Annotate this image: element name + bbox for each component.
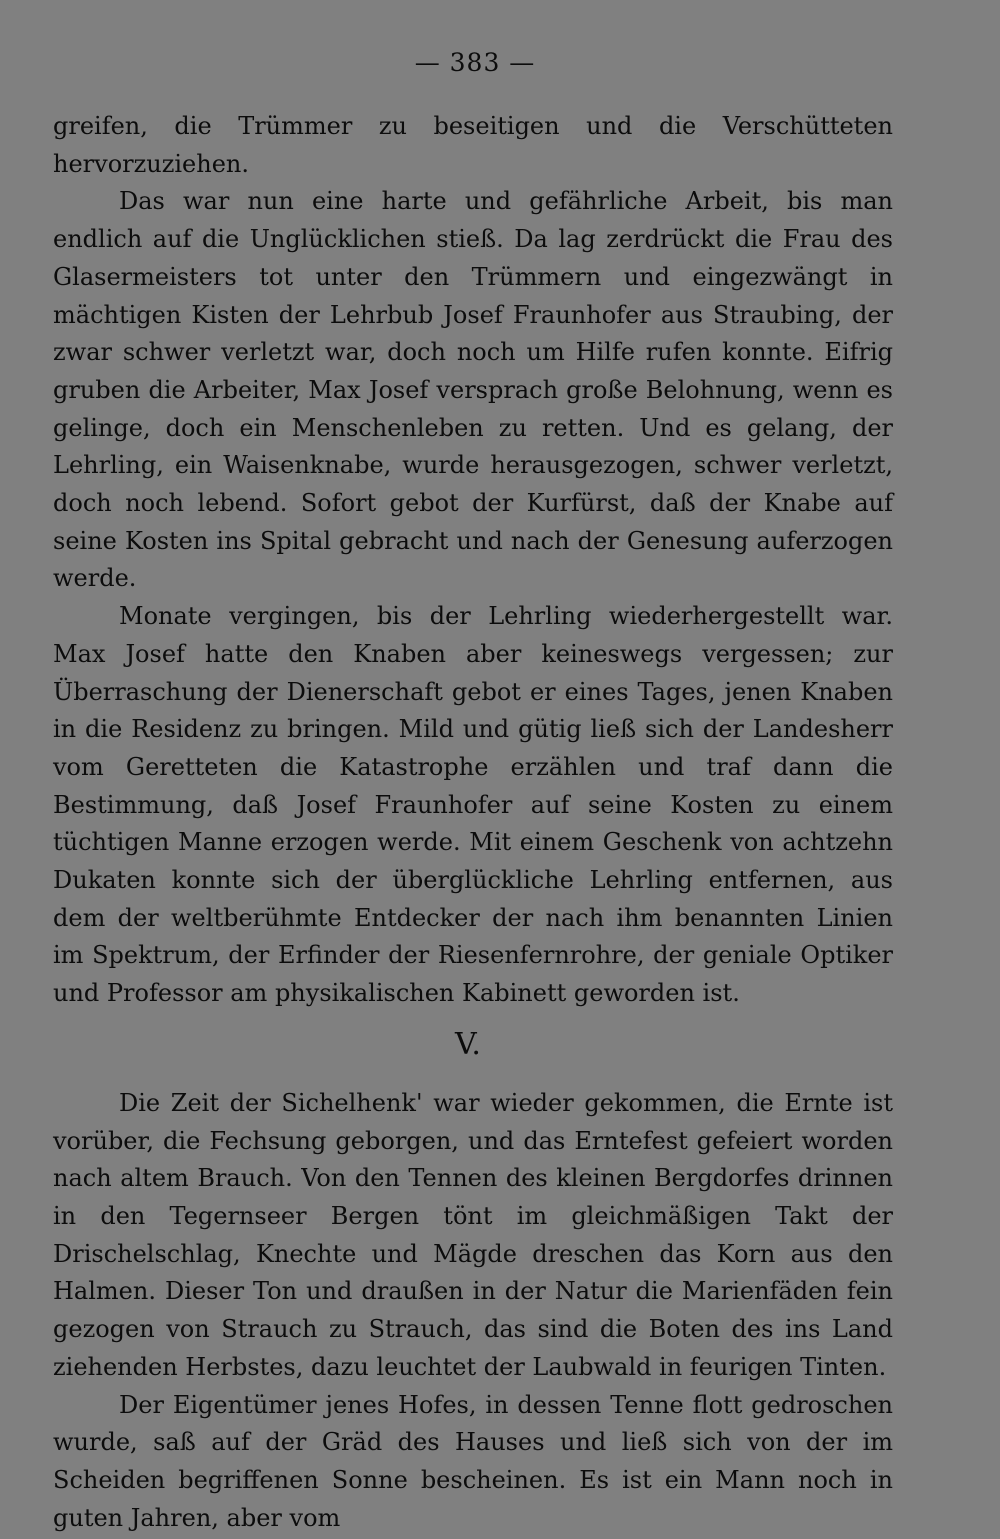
page-body [53, 108, 893, 1537]
paragraph: Das war nun eine harte und gefährliche Arbeit, bis man endlich auf die Unglücklichen stieß. Da lag zerdrückt die Frau des Glasermeisters tot unter den Trümmern und eingezwängt in mächtigen Kisten der Lehrbub Josef Fraunhofer aus Straubing, der zwar schwer verletzt war, doch noch um Hilfe rufen konnte. Eifrig gruben die Arbeiter, Max Josef versprach große Belohnung, wenn es gelinge, doch ein Menschenleben zu retten. Und es gelang, der Lehrling, ein Waisenknabe, wurde herausgezogen, schwer verletzt, doch noch lebend. Sofort gebot der Kurfürst, daß der Knabe auf seine Kosten ins Spital gebracht und nach der Genesung auferzogen werde. [53, 187, 893, 593]
paragraph: Die Zeit der Sichelhenk' war wieder gekommen, die Ernte ist vorüber, die Fechsung geborgen, und das Erntefest gefeiert worden nach altem Brauch. Von den Tennen des kleinen Bergdorfes drinnen in den Tegernseer Bergen tönt im gleichmäßigen Takt der Drischelschlag, Knechte und Mägde dreschen das Korn aus den Halmen. Dieser Ton und draußen in der Natur die Marienfäden fein gezogen von Strauch zu Strauch, das sind die Boten des ins Land ziehenden Herbstes, dazu leuchtet der Laubwald in feurigen Tinten. [53, 1088, 893, 1381]
page-number: — 383 — [414, 48, 536, 77]
paragraph: Der Eigentümer jenes Hofes, in dessen Tenne flott gedroschen wurde, saß auf der Gräd des Hauses und ließ sich von der im Scheiden begriffenen Sonne bescheinen. Es ist ein Mann noch in guten Jahren, aber vom [53, 1390, 893, 1532]
section-heading: V. [455, 1026, 481, 1062]
paragraph: Monate vergingen, bis der Lehrling wiederhergestellt war. Max Josef hatte den Knaben aber keineswegs vergessen; zur Überraschung der Dienerschaft gebot er eines Tages, jenen Knaben in die Residenz zu bringen. Mild und gütig ließ sich der Landesherr vom Geretteten die Katastrophe erzählen und traf dann die Bestimmung, daß Josef Fraunhofer auf seine Kosten zu einem tüchtigen Manne erzogen werde. Mit einem Geschenk von achtzehn Dukaten konnte sich der überglückliche Lehrling entfernen, aus dem der weltberühmte Entdecker der nach ihm benannten Linien im Spektrum, der Erfinder der Riesenfernrohre, der geniale Optiker und Professor am physikalischen Kabinett geworden ist. [53, 602, 893, 1008]
paragraph-continuation: greifen, die Trümmer zu beseitigen und die Verschütteten hervorzuziehen. [53, 112, 893, 178]
